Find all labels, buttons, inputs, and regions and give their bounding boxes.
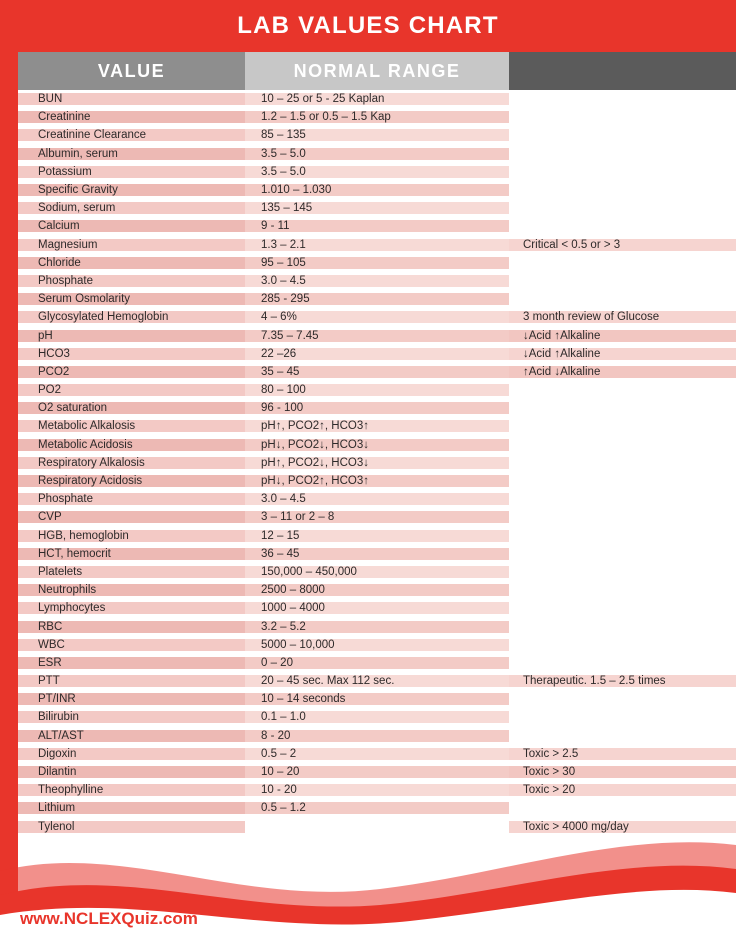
cell-normal-range: 22 –26 — [245, 348, 509, 360]
cell-value: Platelets — [18, 566, 245, 578]
cell-normal-range: 3.2 – 5.2 — [245, 621, 509, 633]
cell-normal-range: 3.5 – 5.0 — [245, 166, 509, 178]
cell-notes: Toxic > 4000 mg/day — [509, 821, 736, 833]
table-row — [18, 763, 736, 781]
table-row — [18, 381, 736, 399]
cell-value: HCT, hemocrit — [18, 548, 245, 560]
cell-value: HCO3 — [18, 348, 245, 360]
table-row — [18, 654, 736, 672]
cell-value: Lithium — [18, 802, 245, 814]
cell-normal-range: 0.5 – 1.2 — [245, 802, 509, 814]
cell-value: Tylenol — [18, 821, 245, 833]
page-title: LAB VALUES CHART — [237, 12, 499, 39]
cell-value: O2 saturation — [18, 402, 245, 414]
table-row — [18, 399, 736, 417]
cell-notes: ↓Acid ↑Alkaline — [509, 330, 736, 342]
cell-value: RBC — [18, 621, 245, 633]
cell-normal-range: pH↑, PCO2↓, HCO3↓ — [245, 457, 509, 469]
column-header-value: VALUE — [18, 52, 245, 90]
cell-value: Respiratory Acidosis — [18, 475, 245, 487]
cell-value: Phosphate — [18, 493, 245, 505]
cell-normal-range: 85 – 135 — [245, 129, 509, 141]
cell-value: BUN — [18, 93, 245, 105]
table-row — [18, 126, 736, 144]
table-row — [18, 599, 736, 617]
cell-value: Lymphocytes — [18, 602, 245, 614]
cell-notes: 3 month review of Glucose — [509, 311, 736, 323]
table-row — [18, 781, 736, 799]
cell-notes: Toxic > 20 — [509, 784, 736, 796]
column-header-bar — [18, 52, 736, 90]
cell-value: Digoxin — [18, 748, 245, 760]
cell-normal-range: 135 – 145 — [245, 202, 509, 214]
cell-value: Bilirubin — [18, 711, 245, 723]
cell-value: Potassium — [18, 166, 245, 178]
cell-value: Creatinine — [18, 111, 245, 123]
table-row — [18, 708, 736, 726]
cell-normal-range: 150,000 – 450,000 — [245, 566, 509, 578]
cell-normal-range: 8 - 20 — [245, 730, 509, 742]
cell-notes: Critical < 0.5 or > 3 — [509, 239, 736, 251]
table-row — [18, 108, 736, 126]
table-row — [18, 363, 736, 381]
table-row — [18, 417, 736, 435]
table-row — [18, 163, 736, 181]
cell-normal-range: 10 - 20 — [245, 784, 509, 796]
table-row — [18, 254, 736, 272]
cell-normal-range: 95 – 105 — [245, 257, 509, 269]
cell-normal-range: 3 – 11 or 2 – 8 — [245, 511, 509, 523]
left-accent-rail — [0, 0, 18, 951]
page-header — [0, 0, 736, 52]
cell-value: pH — [18, 330, 245, 342]
cell-value: CVP — [18, 511, 245, 523]
cell-value: Sodium, serum — [18, 202, 245, 214]
table-row — [18, 472, 736, 490]
table-row — [18, 636, 736, 654]
table-row — [18, 199, 736, 217]
table-row — [18, 90, 736, 108]
lab-values-table — [18, 90, 736, 836]
cell-value: WBC — [18, 639, 245, 651]
cell-value: HGB, hemoglobin — [18, 530, 245, 542]
cell-value: Specific Gravity — [18, 184, 245, 196]
cell-normal-range: 0.1 – 1.0 — [245, 711, 509, 723]
cell-value: Neutrophils — [18, 584, 245, 596]
cell-normal-range: 12 – 15 — [245, 530, 509, 542]
cell-value: Glycosylated Hemoglobin — [18, 311, 245, 323]
table-row — [18, 326, 736, 344]
cell-normal-range: 3.0 – 4.5 — [245, 275, 509, 287]
cell-value: Serum Osmolarity — [18, 293, 245, 305]
cell-value: Metabolic Alkalosis — [18, 420, 245, 432]
cell-value: ALT/AST — [18, 730, 245, 742]
cell-normal-range: 4 – 6% — [245, 311, 509, 323]
cell-value: Albumin, serum — [18, 148, 245, 160]
cell-normal-range: 9 - 11 — [245, 220, 509, 232]
cell-value: PTT — [18, 675, 245, 687]
table-row — [18, 236, 736, 254]
cell-value: ESR — [18, 657, 245, 669]
table-row — [18, 345, 736, 363]
cell-normal-range: 0.5 – 2 — [245, 748, 509, 760]
cell-value: Magnesium — [18, 239, 245, 251]
table-row — [18, 745, 736, 763]
cell-notes: Toxic > 30 — [509, 766, 736, 778]
table-row — [18, 545, 736, 563]
cell-normal-range: pH↓, PCO2↑, HCO3↑ — [245, 475, 509, 487]
cell-normal-range: 3.0 – 4.5 — [245, 493, 509, 505]
cell-value: Metabolic Acidosis — [18, 439, 245, 451]
cell-normal-range: 36 – 45 — [245, 548, 509, 560]
cell-value: PO2 — [18, 384, 245, 396]
cell-normal-range: 7.35 – 7.45 — [245, 330, 509, 342]
column-header-normal-range: NORMAL RANGE — [245, 52, 509, 90]
table-row — [18, 454, 736, 472]
table-row — [18, 527, 736, 545]
cell-normal-range: 1.010 – 1.030 — [245, 184, 509, 196]
cell-value: Theophylline — [18, 784, 245, 796]
cell-normal-range: 1.3 – 2.1 — [245, 239, 509, 251]
cell-normal-range: 1000 – 4000 — [245, 602, 509, 614]
cell-value: Dilantin — [18, 766, 245, 778]
cell-normal-range: 3.5 – 5.0 — [245, 148, 509, 160]
decorative-wave-footer — [0, 811, 736, 951]
table-row — [18, 672, 736, 690]
cell-normal-range: 10 – 20 — [245, 766, 509, 778]
table-row — [18, 508, 736, 526]
table-row — [18, 490, 736, 508]
cell-normal-range: pH↑, PCO2↑, HCO3↑ — [245, 420, 509, 432]
cell-value: PCO2 — [18, 366, 245, 378]
cell-normal-range: 10 – 14 seconds — [245, 693, 509, 705]
table-row — [18, 308, 736, 326]
cell-normal-range: 0 – 20 — [245, 657, 509, 669]
cell-normal-range: 20 – 45 sec. Max 112 sec. — [245, 675, 509, 687]
cell-normal-range: 5000 – 10,000 — [245, 639, 509, 651]
cell-value: Calcium — [18, 220, 245, 232]
table-row — [18, 581, 736, 599]
cell-notes: Toxic > 2.5 — [509, 748, 736, 760]
cell-value: Respiratory Alkalosis — [18, 457, 245, 469]
footer-url[interactable]: www.NCLEXQuiz.com — [20, 909, 198, 928]
table-row — [18, 181, 736, 199]
cell-notes: Therapeutic. 1.5 – 2.5 times — [509, 675, 736, 687]
cell-normal-range: 35 – 45 — [245, 366, 509, 378]
cell-notes: ↑Acid ↓Alkaline — [509, 366, 736, 378]
cell-normal-range: 80 – 100 — [245, 384, 509, 396]
cell-normal-range: 2500 – 8000 — [245, 584, 509, 596]
column-header-notes — [509, 52, 736, 90]
table-row — [18, 436, 736, 454]
cell-normal-range: 285 - 295 — [245, 293, 509, 305]
table-row — [18, 145, 736, 163]
cell-value: Chloride — [18, 257, 245, 269]
cell-value: Phosphate — [18, 275, 245, 287]
cell-value: Creatinine Clearance — [18, 129, 245, 141]
table-row — [18, 690, 736, 708]
table-row — [18, 727, 736, 745]
cell-normal-range: pH↓, PCO2↓, HCO3↓ — [245, 439, 509, 451]
table-row — [18, 217, 736, 235]
table-row — [18, 617, 736, 635]
cell-normal-range: 10 – 25 or 5 - 25 Kaplan — [245, 93, 509, 105]
cell-normal-range: 96 - 100 — [245, 402, 509, 414]
cell-normal-range: 1.2 – 1.5 or 0.5 – 1.5 Kap — [245, 111, 509, 123]
table-row — [18, 563, 736, 581]
cell-value: PT/INR — [18, 693, 245, 705]
table-row — [18, 272, 736, 290]
cell-notes: ↓Acid ↑Alkaline — [509, 348, 736, 360]
table-row — [18, 290, 736, 308]
